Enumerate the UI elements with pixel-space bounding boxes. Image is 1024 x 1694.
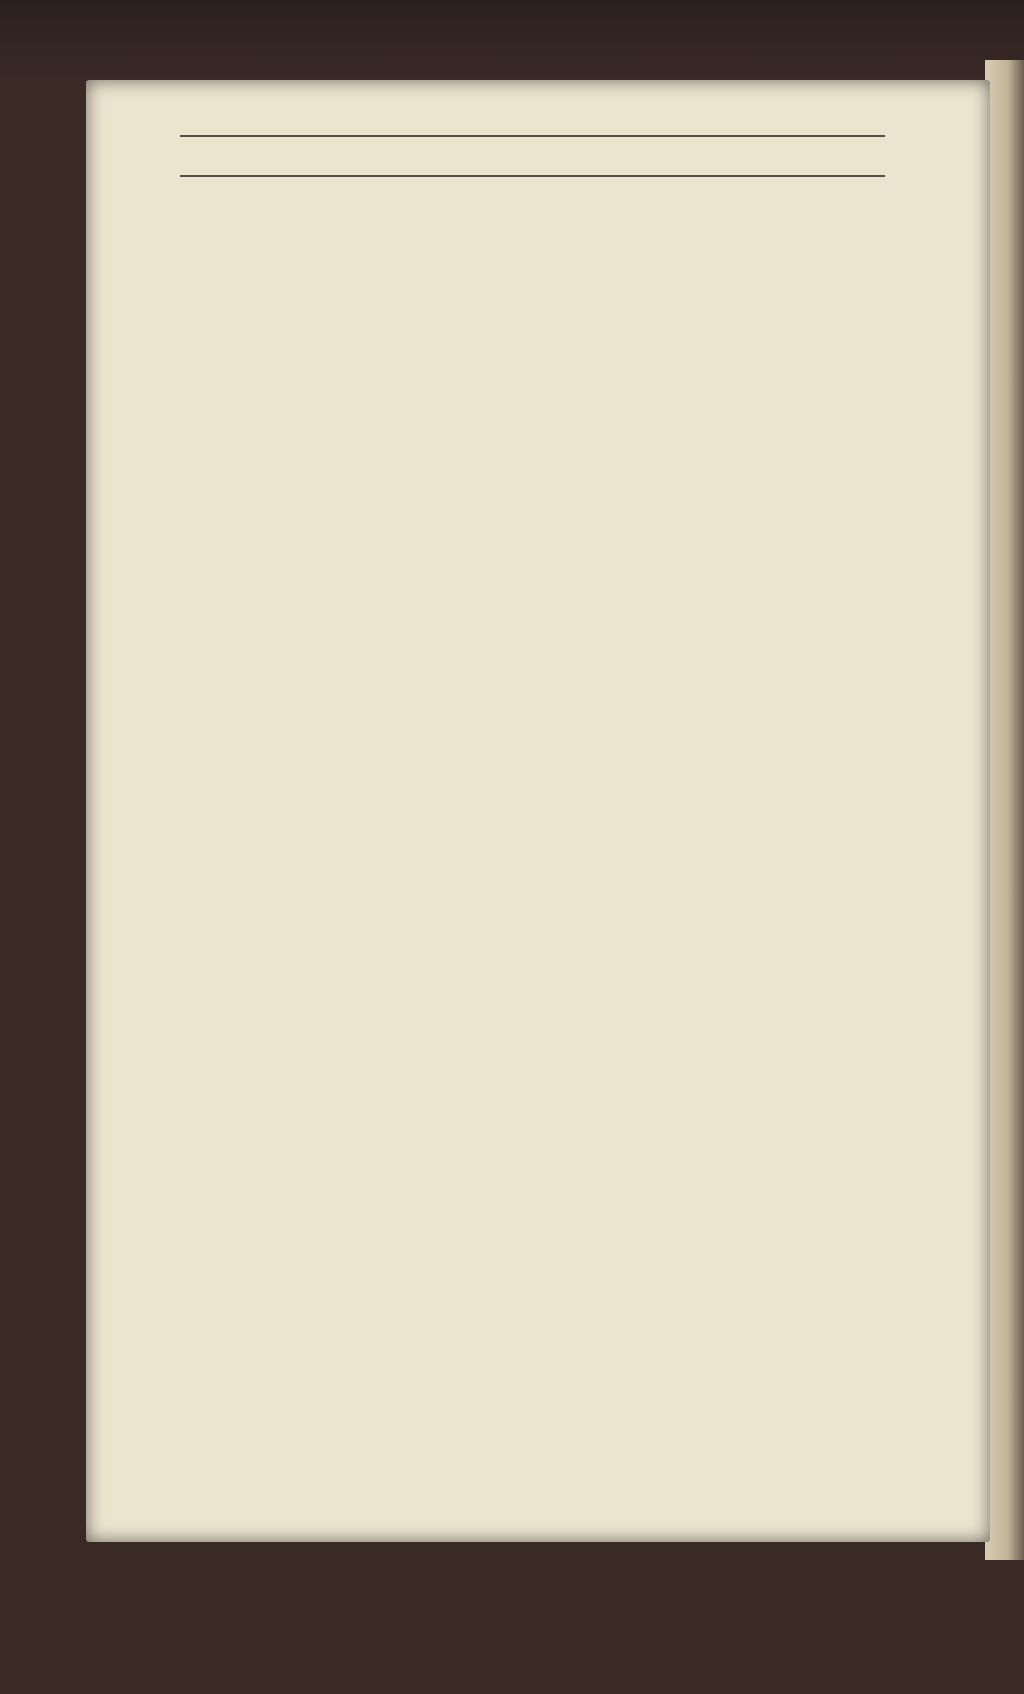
header-rule (180, 135, 885, 137)
book-page (86, 80, 990, 1542)
header-rule (180, 175, 885, 177)
facing-page-edge (985, 60, 1024, 1560)
